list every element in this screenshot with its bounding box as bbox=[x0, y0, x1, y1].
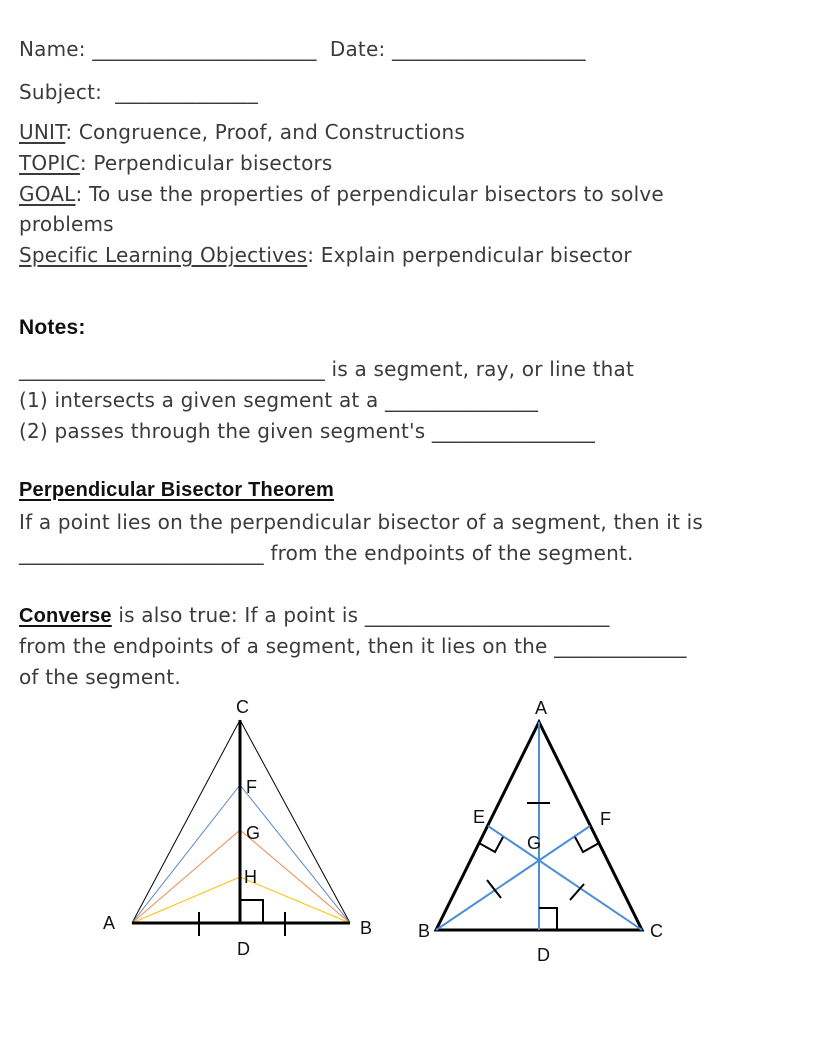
objectives-label: Specific Learning Objectives bbox=[19, 243, 308, 267]
converse-line-2: from the endpoints of a segment, then it lies on the _____________ bbox=[19, 634, 687, 658]
topic-label: TOPIC bbox=[19, 151, 80, 175]
goal-line-2: problems bbox=[19, 212, 114, 236]
date-label: Date: bbox=[329, 37, 386, 61]
unit-label: UNIT bbox=[19, 120, 66, 144]
topic-text: : Perpendicular bisectors bbox=[79, 151, 333, 175]
median-BF bbox=[436, 826, 590, 930]
converse-line-3: of the segment. bbox=[19, 665, 181, 689]
theorem-line-2: ________________________ from the endpoints of the segment. bbox=[19, 541, 634, 565]
label-F: F bbox=[600, 809, 611, 829]
median-CE bbox=[488, 826, 642, 930]
notes-line-3: (2) passes through the given segment's ________________ bbox=[19, 419, 596, 443]
unit-text: : Congruence, Proof, and Constructions bbox=[65, 120, 465, 144]
converse-text: is also true: If a point is ________________________ bbox=[111, 603, 610, 627]
figure-triangle-medians bbox=[418, 698, 663, 965]
notes-heading: Notes: bbox=[19, 316, 86, 339]
label-G: G bbox=[527, 833, 542, 853]
definition-blank[interactable]: ______________________________ bbox=[19, 357, 325, 381]
label-D: D bbox=[237, 939, 250, 959]
segment-AC bbox=[132, 720, 240, 923]
name-label: Name: bbox=[19, 37, 86, 61]
theorem-line-1: If a point lies on the perpendicular bisector of a segment, then it is bbox=[19, 510, 704, 534]
segment-AF bbox=[132, 785, 240, 923]
label-D: D bbox=[537, 945, 550, 965]
segment-BF bbox=[240, 785, 350, 923]
label-F: F bbox=[246, 777, 257, 797]
name-blank[interactable]: ______________________ bbox=[92, 37, 317, 61]
label-B: B bbox=[418, 921, 431, 941]
goal-label: GOAL bbox=[19, 182, 76, 206]
label-C: C bbox=[650, 921, 663, 941]
label-G: G bbox=[246, 823, 261, 843]
right-angle-mark-D bbox=[539, 908, 557, 930]
objectives-text: : Explain perpendicular bisector bbox=[307, 243, 632, 267]
label-C: C bbox=[236, 697, 249, 717]
subject-label: Subject: bbox=[19, 80, 103, 104]
figure-perpendicular-bisector bbox=[103, 697, 372, 959]
definition-text: is a segment, ray, or line that bbox=[325, 357, 635, 381]
converse-label: Converse bbox=[19, 605, 112, 627]
theorem-heading: Perpendicular Bisector Theorem bbox=[19, 479, 334, 501]
subject-blank[interactable]: ______________ bbox=[115, 80, 259, 104]
label-B: B bbox=[360, 918, 373, 938]
goal-text: : To use the properties of perpendicular bisectors to solve bbox=[75, 182, 664, 206]
label-A: A bbox=[535, 698, 548, 718]
segment-AH bbox=[132, 877, 240, 923]
notes-line-2: (1) intersects a given segment at a _______________ bbox=[19, 388, 539, 412]
segment-AG bbox=[132, 830, 240, 923]
right-angle-mark-D bbox=[240, 900, 263, 923]
label-H: H bbox=[244, 867, 257, 887]
date-blank[interactable]: ___________________ bbox=[391, 37, 586, 61]
segment-BC bbox=[240, 720, 350, 923]
label-A: A bbox=[103, 913, 116, 933]
label-E: E bbox=[473, 807, 486, 827]
